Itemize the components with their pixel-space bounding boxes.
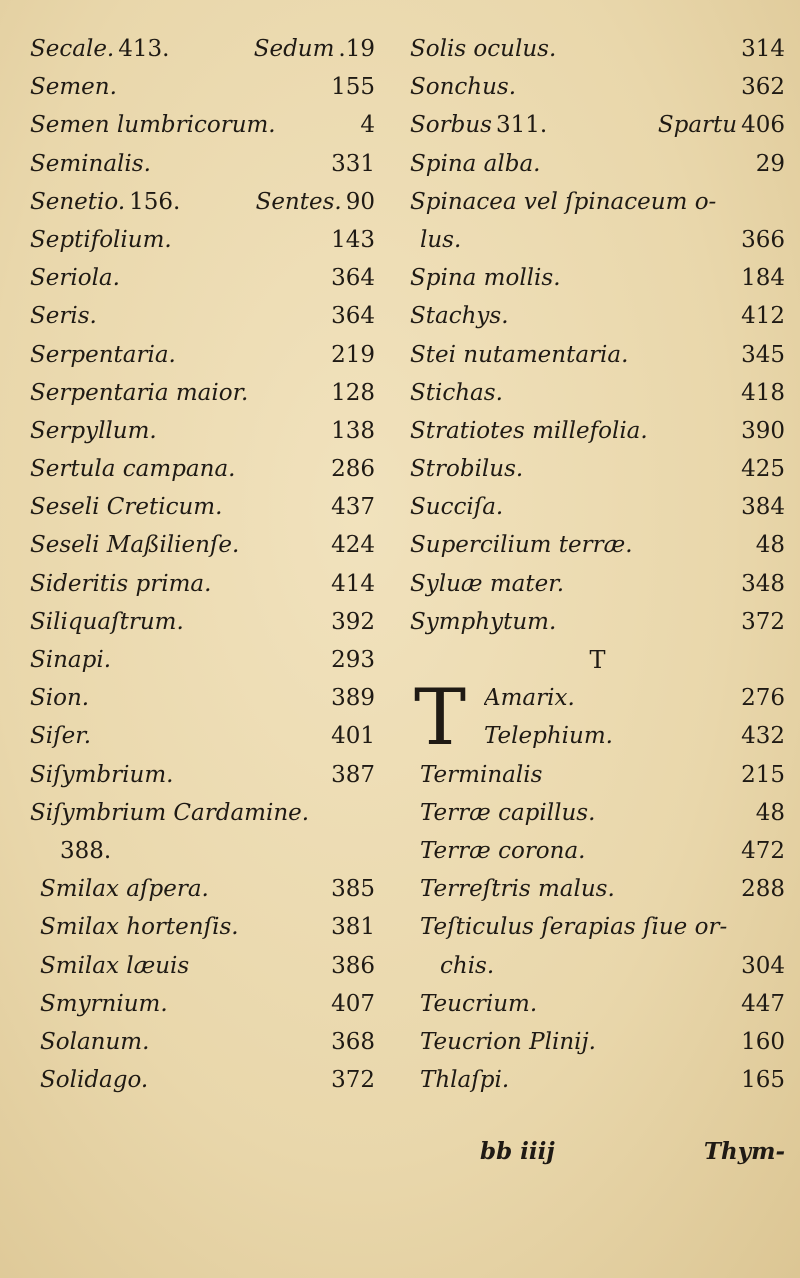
entry-row bbox=[30, 985, 375, 1023]
entry-row bbox=[410, 794, 785, 832]
entry-term: Serpentaria maior. bbox=[30, 379, 249, 406]
entry-term: Teucrium. bbox=[420, 990, 538, 1017]
entry-term: Terræ corona. bbox=[420, 837, 586, 864]
entry-row bbox=[410, 603, 785, 641]
entry-term: Sorbus bbox=[410, 112, 492, 139]
entry-row bbox=[410, 756, 785, 794]
entry-term: Septifolium. bbox=[30, 226, 172, 253]
entry-term: Supercilium terræ. bbox=[410, 532, 633, 559]
entry-row bbox=[30, 68, 375, 106]
entry-page: 215 bbox=[741, 761, 785, 788]
entry-page: 413. bbox=[118, 36, 170, 62]
entry-page: 372 bbox=[741, 608, 785, 635]
entry-term: Seseli Maßilienſe. bbox=[30, 532, 240, 559]
entry-row bbox=[30, 374, 375, 412]
entry-term: Sinapi. bbox=[30, 647, 112, 673]
section-heading: T bbox=[589, 646, 606, 674]
entry-term: Terreſtris malus. bbox=[420, 876, 615, 903]
entry-row bbox=[410, 450, 785, 488]
left-column bbox=[30, 30, 375, 1099]
entry-term: Siliquaſtrum. bbox=[30, 608, 184, 635]
entry-page: 407 bbox=[331, 990, 375, 1017]
entry-term: Sion. bbox=[30, 685, 90, 712]
entry-page: 29 bbox=[755, 150, 785, 177]
entry-row bbox=[30, 756, 375, 794]
entry-term: Succiſa. bbox=[410, 494, 504, 521]
entry-row bbox=[410, 221, 785, 259]
entry-page: 184 bbox=[741, 265, 785, 292]
entry-row bbox=[410, 183, 785, 221]
entry-term: Siſymbrium. bbox=[30, 761, 174, 788]
entry-term: Smyrnium. bbox=[40, 990, 168, 1017]
entry-row bbox=[484, 717, 785, 755]
entry-page: 418 bbox=[741, 379, 785, 406]
entry-page: 156. bbox=[129, 188, 181, 215]
entry-row bbox=[30, 679, 375, 717]
entry-page: 331 bbox=[331, 150, 375, 177]
entry-page: 348 bbox=[741, 570, 785, 597]
entry-row bbox=[30, 106, 375, 144]
entry-page: 384 bbox=[741, 494, 785, 521]
signature-mark: bb iiij bbox=[480, 1138, 555, 1165]
entry-term: Smilax læuis bbox=[40, 952, 190, 979]
right-column bbox=[410, 30, 785, 1099]
entry-row bbox=[30, 1023, 375, 1061]
entry-page: 90 bbox=[345, 188, 375, 215]
entry-page: 364 bbox=[331, 265, 375, 292]
entry-term: Spina alba. bbox=[410, 150, 541, 177]
entry-term: Seseli Creticum. bbox=[30, 494, 223, 521]
page-footer bbox=[440, 1138, 785, 1165]
entry-row bbox=[410, 297, 785, 335]
entry-page: 366 bbox=[741, 226, 785, 253]
entry-row bbox=[410, 832, 785, 870]
entry-term: Semen lumbricorum. bbox=[30, 112, 276, 139]
entry-row bbox=[30, 794, 375, 832]
entry-page: 425 bbox=[741, 456, 785, 483]
entry-page: 314 bbox=[741, 36, 785, 62]
entry-row bbox=[30, 832, 375, 870]
entry-term: Stichas. bbox=[410, 379, 503, 406]
entry-page: 381 bbox=[331, 914, 375, 941]
entry-term: Spinacea vel ſpinaceum o- bbox=[410, 188, 717, 215]
entry-page: 386 bbox=[331, 952, 375, 979]
entry-row bbox=[410, 336, 785, 374]
entry-page: 389 bbox=[331, 685, 375, 712]
entry-page: 219 bbox=[331, 341, 375, 368]
entry-row bbox=[30, 221, 375, 259]
entry-term: Teſticulus ſerapias ſiue or- bbox=[420, 914, 728, 941]
entry-page: 364 bbox=[331, 303, 375, 330]
entry-term: Sertula campana. bbox=[30, 456, 236, 483]
dropcap-block bbox=[410, 673, 785, 764]
entry-page: .19 bbox=[338, 36, 375, 62]
entry-row bbox=[30, 336, 375, 374]
entry-page: 368 bbox=[331, 1028, 375, 1055]
entry-row bbox=[30, 641, 375, 679]
entry-row bbox=[410, 947, 785, 985]
drop-cap-letter: T bbox=[414, 673, 467, 764]
entry-row bbox=[30, 565, 375, 603]
entry-page: 387 bbox=[331, 761, 375, 788]
entry-term: Solanum. bbox=[40, 1028, 150, 1055]
entry-page: 345 bbox=[741, 341, 785, 368]
entry-term: Seriola. bbox=[30, 265, 120, 292]
entry-page: 286 bbox=[331, 456, 375, 483]
entry-row bbox=[30, 259, 375, 297]
entry-row bbox=[30, 603, 375, 641]
entry-row bbox=[410, 488, 785, 526]
entry-page: 412 bbox=[741, 303, 785, 330]
entry-row bbox=[410, 259, 785, 297]
entry-page: 48 bbox=[755, 532, 785, 559]
entry-term: Stratiotes millefolia. bbox=[410, 417, 648, 444]
entry-row bbox=[410, 68, 785, 106]
entry-page: 128 bbox=[331, 379, 375, 406]
catchword: Thym- bbox=[703, 1138, 785, 1165]
entry-row bbox=[410, 908, 785, 946]
entry-term: Solidago. bbox=[40, 1067, 149, 1094]
entry-page: 276 bbox=[741, 685, 785, 712]
entry-row bbox=[410, 1061, 785, 1099]
entry-page: 388. bbox=[60, 837, 112, 864]
entry-page: 155 bbox=[331, 74, 375, 101]
entry-row bbox=[484, 679, 785, 717]
entry-term: Serpyllum. bbox=[30, 417, 157, 444]
entry-page: 406 bbox=[741, 112, 785, 139]
entry-page: 293 bbox=[331, 647, 375, 673]
entry-term: Terminalis bbox=[420, 761, 543, 788]
entry-term: Spina mollis. bbox=[410, 265, 561, 292]
entry-row bbox=[410, 870, 785, 908]
entry-term: Thlaſpi. bbox=[420, 1067, 510, 1094]
entry-term: lus. bbox=[420, 226, 462, 253]
entry-row bbox=[410, 412, 785, 450]
entry-term: Amarix. bbox=[484, 685, 575, 712]
entry-term: Spartu bbox=[657, 112, 738, 139]
entry-row bbox=[410, 106, 785, 144]
entry-term: Syluæ mater. bbox=[410, 570, 565, 597]
entry-page: 392 bbox=[331, 608, 375, 635]
entry-page: 390 bbox=[741, 417, 785, 444]
entry-term: Stachys. bbox=[410, 303, 509, 330]
entry-term: Strobilus. bbox=[410, 456, 524, 483]
entry-row bbox=[410, 526, 785, 564]
entry-row bbox=[30, 412, 375, 450]
entry-page: 362 bbox=[741, 74, 785, 101]
entry-page: 447 bbox=[741, 990, 785, 1017]
entry-row bbox=[410, 374, 785, 412]
entry-page: 401 bbox=[331, 723, 375, 750]
entry-page: 437 bbox=[331, 494, 375, 521]
entry-row bbox=[30, 450, 375, 488]
entry-row bbox=[30, 30, 375, 68]
entry-row bbox=[30, 145, 375, 183]
entry-term: Smilax aſpera. bbox=[40, 876, 209, 903]
entry-row bbox=[410, 30, 785, 68]
entry-term: Sideritis prima. bbox=[30, 570, 212, 597]
entry-page: 424 bbox=[331, 532, 375, 559]
entry-page: 304 bbox=[741, 952, 785, 979]
entry-row bbox=[30, 870, 375, 908]
entry-page: 288 bbox=[741, 876, 785, 903]
entry-row bbox=[410, 565, 785, 603]
entry-term: Sedum bbox=[253, 36, 335, 62]
entry-page: 385 bbox=[331, 876, 375, 903]
entry-page: 143 bbox=[331, 226, 375, 253]
entry-term: Sentes. bbox=[255, 188, 342, 215]
entry-page: 48 bbox=[755, 799, 785, 826]
entry-term: Stei nutamentaria. bbox=[410, 341, 629, 368]
entry-term: Secale. bbox=[30, 36, 115, 62]
entry-row bbox=[30, 947, 375, 985]
entry-page: 472 bbox=[741, 837, 785, 864]
entry-page: 414 bbox=[331, 570, 375, 597]
entry-row bbox=[30, 1061, 375, 1099]
entry-term: Serpentaria. bbox=[30, 341, 176, 368]
entry-term: Seminalis. bbox=[30, 150, 151, 177]
entry-page: 311. bbox=[495, 112, 548, 139]
entry-term: Sonchus. bbox=[410, 74, 517, 101]
entry-row bbox=[410, 145, 785, 183]
entry-page: 165 bbox=[741, 1067, 785, 1094]
entry-term: Smilax hortenſis. bbox=[40, 914, 239, 941]
entry-page: 4 bbox=[360, 112, 375, 139]
entry-term: chis. bbox=[440, 952, 495, 979]
entry-term: Siſymbrium Cardamine. bbox=[30, 799, 310, 826]
entry-row bbox=[30, 488, 375, 526]
entry-term: Symphytum. bbox=[410, 608, 557, 635]
entry-row bbox=[30, 297, 375, 335]
entry-row bbox=[30, 908, 375, 946]
entry-term: Senetio. bbox=[30, 188, 126, 215]
entry-row bbox=[30, 717, 375, 755]
entry-page: 372 bbox=[331, 1067, 375, 1094]
entry-term: Seris. bbox=[30, 303, 97, 330]
entry-row bbox=[30, 526, 375, 564]
entry-term: Teucrion Plinij. bbox=[420, 1028, 596, 1055]
entry-row bbox=[410, 1023, 785, 1061]
entry-term: Solis oculus. bbox=[410, 36, 557, 62]
entry-page: 160 bbox=[741, 1028, 785, 1055]
entry-term: Semen. bbox=[30, 74, 117, 101]
entry-row bbox=[30, 183, 375, 221]
entry-term: Telephium. bbox=[484, 723, 613, 750]
entry-page: 138 bbox=[331, 417, 375, 444]
entry-term: Siſer. bbox=[30, 723, 92, 750]
entry-term: Terræ capillus. bbox=[420, 799, 596, 826]
entry-row bbox=[410, 985, 785, 1023]
entry-page: 432 bbox=[741, 723, 785, 750]
